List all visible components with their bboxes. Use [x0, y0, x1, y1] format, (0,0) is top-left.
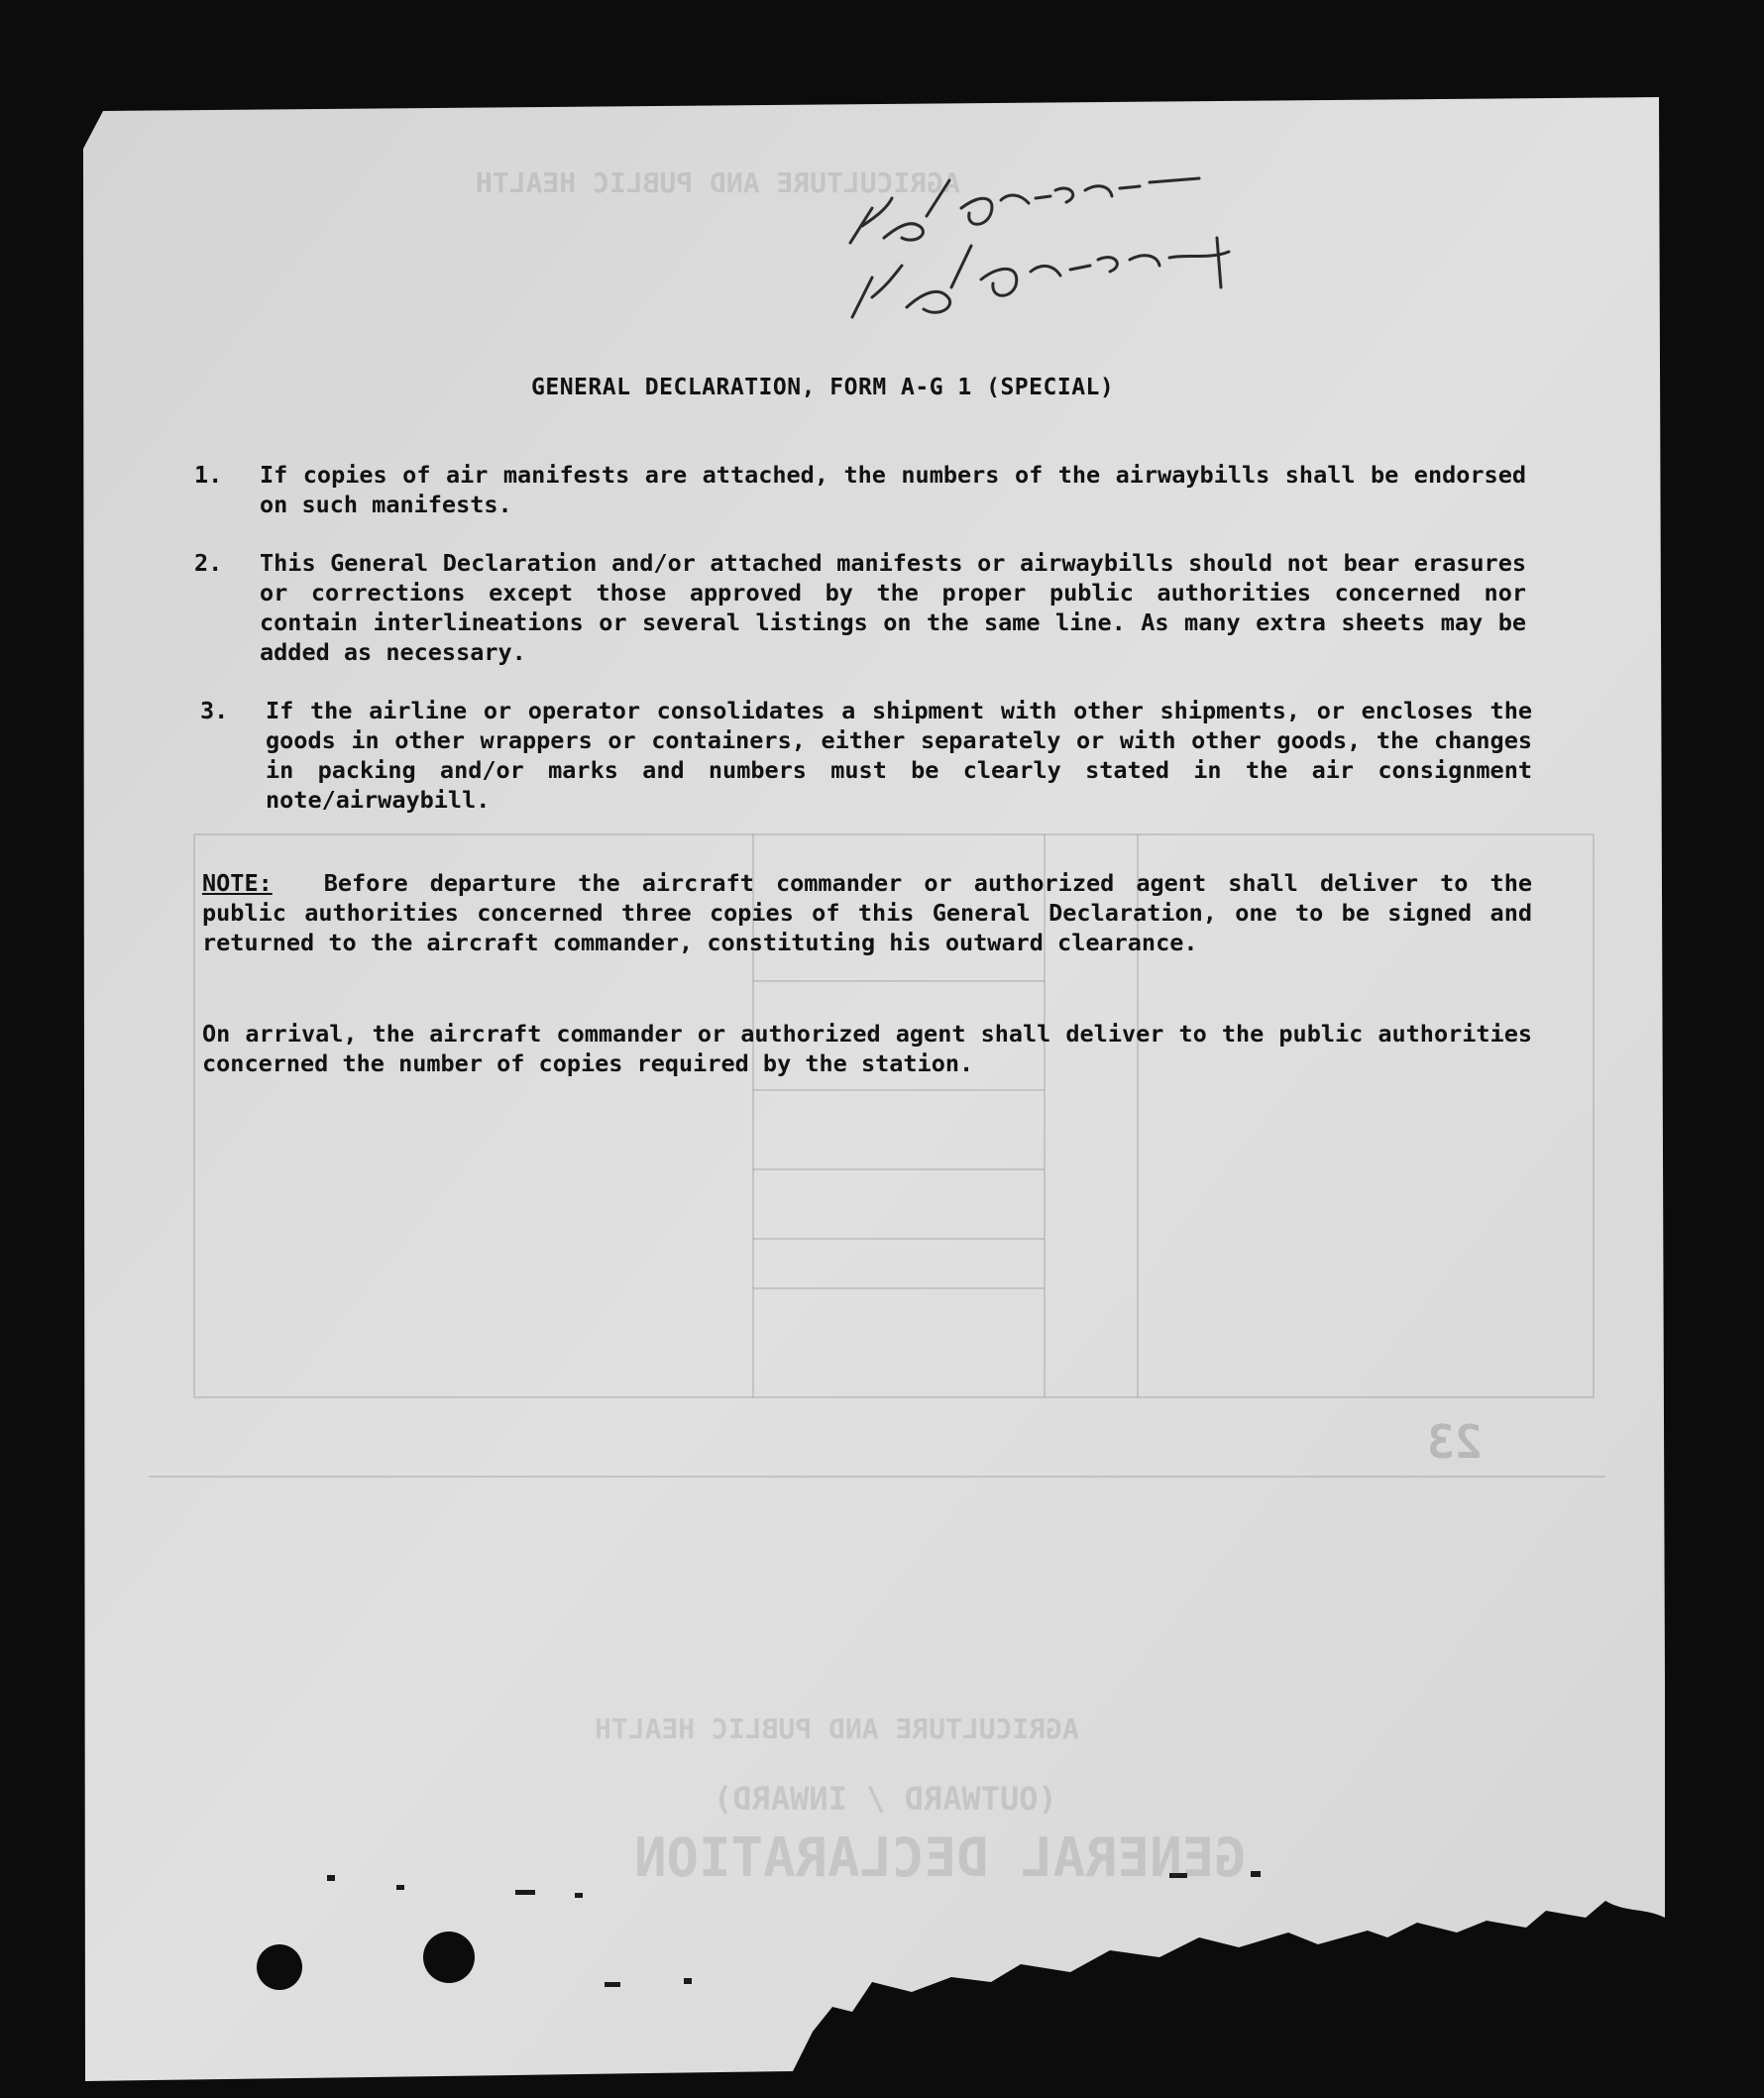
- item-number: 3.: [200, 697, 229, 724]
- show-through-number: 23: [1427, 1415, 1483, 1469]
- form-title: GENERAL DECLARATION, FORM A-G 1 (SPECIAL): [531, 375, 1115, 400]
- show-through-text: AGRICULTURE AND PUBLIC HEALTH: [476, 166, 960, 199]
- show-through-text: AGRICULTURE AND PUBLIC HEALTH: [595, 1712, 1079, 1745]
- item-text: If the airline or operator consolidates a shipment with other shipments, or encloses the goods in other wrappers or containers, either separately or with other goods, the changes in packing and/or marks and numbers must be clearly stated in the air consignment note/airwaybill.: [266, 697, 1532, 814]
- item-number: 1.: [194, 461, 223, 489]
- note-text: Before departure the aircraft commander or authorized agent shall deliver to the public authorities concerned three copies of this General Declaration, one to be signed and returned to the aircraft commander, constituting his outward clearance.: [202, 869, 1532, 956]
- show-through-text: GENERAL DECLARATION: [634, 1826, 1247, 1889]
- handwritten-signature: [832, 168, 1308, 377]
- item-number: 2.: [194, 549, 223, 577]
- note-label: NOTE:: [202, 869, 273, 897]
- item-text: If copies of air manifests are attached, the numbers of the airwaybills shall be endorsed on such manifests.: [260, 461, 1526, 518]
- note-section: [202, 868, 1532, 957]
- item-text: This General Declaration and/or attached manifests or airwaybills should not bear erasures or corrections except those approved by the proper public authorities concerned nor contain interlineations or several listings on the same line. As many extra sheets may be added as necessary.: [260, 549, 1526, 666]
- arrival-paragraph: On arrival, the aircraft commander or authorized agent shall deliver to the public authorities concerned the number of copies required by the station.: [202, 1020, 1532, 1077]
- show-through-text: (OUTWARD / INWARD): [714, 1780, 1057, 1818]
